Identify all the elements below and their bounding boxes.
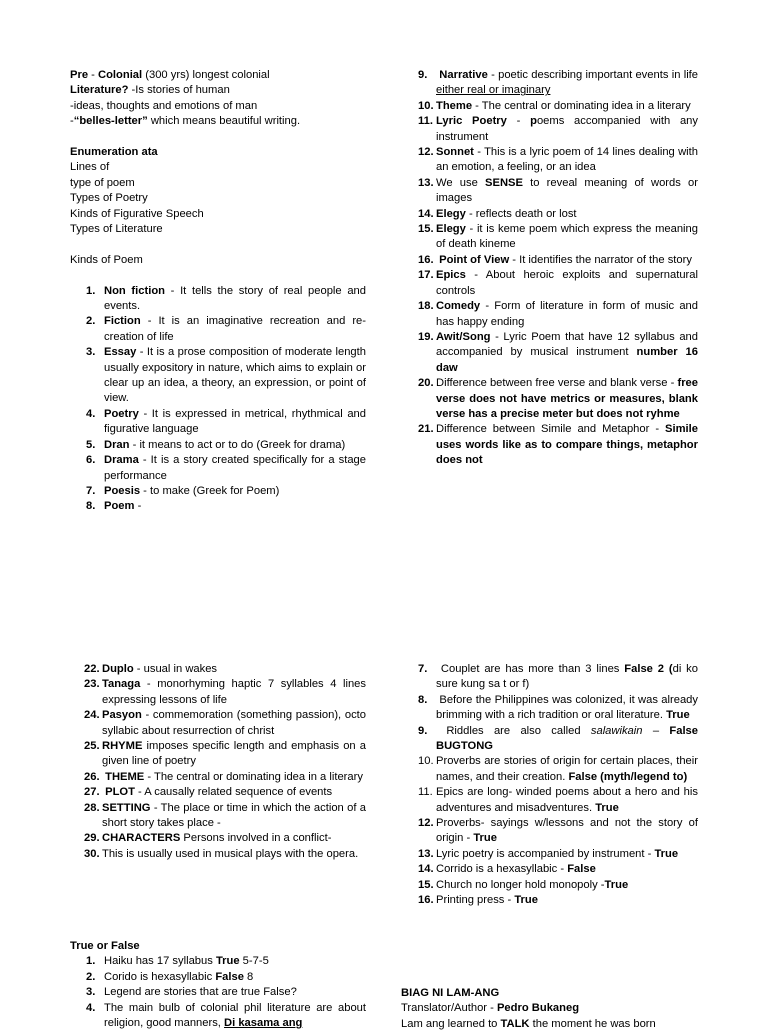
list-item: 13. We use SENSE to reveal meaning of words or images bbox=[418, 176, 698, 205]
true-false-section bbox=[70, 939, 366, 1031]
list-item: 8. Before the Philippines was colonized, it was already brimming with a rich tradition or oral literature. True bbox=[418, 693, 698, 722]
definitions-list bbox=[418, 68, 698, 469]
list-item: 10. Theme - The central or dominating idea in a literary bbox=[418, 99, 691, 112]
enumeration-heading: Enumeration ata bbox=[70, 146, 158, 159]
biag-section bbox=[401, 986, 701, 1032]
enum-line: Types of Literature bbox=[70, 223, 163, 236]
top-left-column bbox=[70, 68, 366, 515]
list-item: 21. Difference between Simile and Metaphor - Simile uses words like as to compare things, metaphor does not bbox=[418, 423, 698, 467]
kinds-heading: Kinds of Poem bbox=[70, 253, 143, 266]
list-item: 4. Poetry - It is expressed in metrical, rhythmical and figurative language bbox=[86, 407, 366, 436]
enum-line: Types of Poetry bbox=[70, 192, 148, 205]
true-false-answers-list bbox=[418, 662, 698, 909]
list-item: 15. Church no longer hold monopoly -True bbox=[418, 878, 629, 891]
list-item: 8. Poem - bbox=[86, 500, 142, 513]
literary-elements-list bbox=[84, 662, 366, 862]
list-item: 7. Poesis - to make (Greek for Poem) bbox=[86, 484, 280, 497]
list-item: 18. Comedy - Form of literature in form of music and has happy ending bbox=[418, 300, 698, 328]
ideas-line: -ideas, thoughts and emotions of man bbox=[70, 99, 258, 112]
literature-line: Literature? -Is stories of human bbox=[70, 84, 230, 97]
list-item: 11. Epics are long- winded poems about a hero and his adventures and misadventures. True bbox=[418, 786, 698, 814]
list-item: 15. Elegy - it is keme poem which express the meaning of death kineme bbox=[418, 223, 698, 251]
list-item: 16. Point of View - It identifies the narrator of the story bbox=[418, 253, 692, 266]
list-item: 26. THEME - The central or dominating idea in a literary bbox=[84, 770, 363, 783]
list-item: 13. Lyric poetry is accompanied by instrument - True bbox=[418, 847, 679, 860]
translator-line: Translator/Author - Pedro Bukaneg bbox=[401, 1002, 580, 1015]
bottom-left-column bbox=[84, 662, 366, 862]
list-item: 12. Proverbs- sayings w/lessons and not the story of origin - True bbox=[418, 817, 698, 845]
list-item: 1. Non fiction - It tells the story of real people and events. bbox=[86, 284, 366, 313]
list-item: 7. Couplet are has more than 3 lines False 2 (di ko sure kung sa t or f) bbox=[418, 663, 698, 691]
enum-line: type of poem bbox=[70, 176, 135, 189]
list-item: 3. Legend are stories that are true False? bbox=[86, 986, 297, 999]
list-item: 2. Corido is hexasyllabic False 8 bbox=[86, 970, 254, 983]
list-item: 22. Duplo - usual in wakes bbox=[84, 663, 218, 675]
list-item: 19. Awit/Song - Lyric Poem that have 12 syllabus and accompanied by musical instrument number 16 daw bbox=[418, 330, 699, 374]
list-item: 5. Dran - it means to act or to do (Greek for drama) bbox=[86, 438, 346, 451]
belles-line: -“belles-letter” which means beautiful writing. bbox=[70, 115, 301, 128]
list-item: 29. CHARACTERS Persons involved in a conflict- bbox=[84, 832, 332, 845]
biag-heading: BIAG NI LAM-ANG bbox=[401, 987, 500, 999]
list-item: 1. Haiku has 17 syllabus True 5-7-5 bbox=[86, 955, 269, 968]
list-item: 14. Corrido is a hexasyllabic - False bbox=[418, 863, 596, 876]
list-item: 17. Epics - About heroic exploits and supernatural controls bbox=[418, 269, 698, 297]
bottom-right-column bbox=[418, 662, 698, 909]
list-item: 11. Lyric Poetry - poems accompanied with any instrument bbox=[418, 115, 698, 143]
list-item: 23. Tanaga - monorhyming haptic 7 syllables 4 lines expressing lessons of life bbox=[84, 678, 366, 706]
list-item: 25. RHYME imposes specific length and emphasis on a given line of poetry bbox=[84, 740, 366, 768]
kinds-list bbox=[70, 284, 366, 515]
list-item: 2. Fiction - It is an imaginative recreation and re-creation of life bbox=[86, 315, 366, 343]
list-item: 9. Riddles are also called salawikain – False BUGTONG bbox=[418, 724, 698, 753]
list-item: 4. The main bulb of colonial phil literature are about religion, good manners, Di kasama ang bbox=[86, 1001, 366, 1030]
list-item: 3. Essay - It is a prose composition of moderate length usually expository in nature, which aims to explain or clear up an idea, a theory, an expression, or point of view. bbox=[86, 346, 366, 405]
true-false-list bbox=[70, 954, 366, 1031]
list-item: 27. PLOT - A causally related sequence of events bbox=[84, 786, 333, 799]
list-item: 6. Drama - It is a story created specifically for a stage performance bbox=[86, 454, 366, 482]
enum-line: Lines of bbox=[70, 161, 110, 174]
true-false-heading: True or False bbox=[70, 940, 140, 952]
list-item: 14. Elegy - reflects death or lost bbox=[418, 207, 577, 220]
pre-colonial-line: Pre - Colonial (300 yrs) longest colonial bbox=[70, 69, 270, 81]
list-item: 28. SETTING - The place or time in which the action of a short story takes place - bbox=[84, 801, 366, 830]
list-item: 20. Difference between free verse and blank verse - free verse does not have metrics or measures, blank verse has a precise meter but does not ryhme bbox=[418, 377, 698, 420]
lam-ang-line: Lam ang learned to TALK the moment he was born bbox=[401, 1017, 656, 1030]
list-item: 24. Pasyon - commemoration (something passion), octo syllabic about resurrection of christ bbox=[84, 709, 366, 737]
enum-line: Kinds of Figurative Speech bbox=[70, 207, 204, 220]
list-item: 12. Sonnet - This is a lyric poem of 14 lines dealing with an emotion, a feeling, or an idea bbox=[418, 146, 698, 174]
list-item: 10. Proverbs are stories of origin for certain places, their names, and their creation. False (myth/legend to) bbox=[418, 755, 698, 783]
list-item: 16. Printing press - True bbox=[418, 894, 538, 907]
list-item: 30. This is usually used in musical plays with the opera. bbox=[84, 847, 359, 860]
top-right-column bbox=[418, 68, 698, 469]
list-item: 9. Narrative - poetic describing important events in life either real or imaginary bbox=[418, 69, 699, 97]
